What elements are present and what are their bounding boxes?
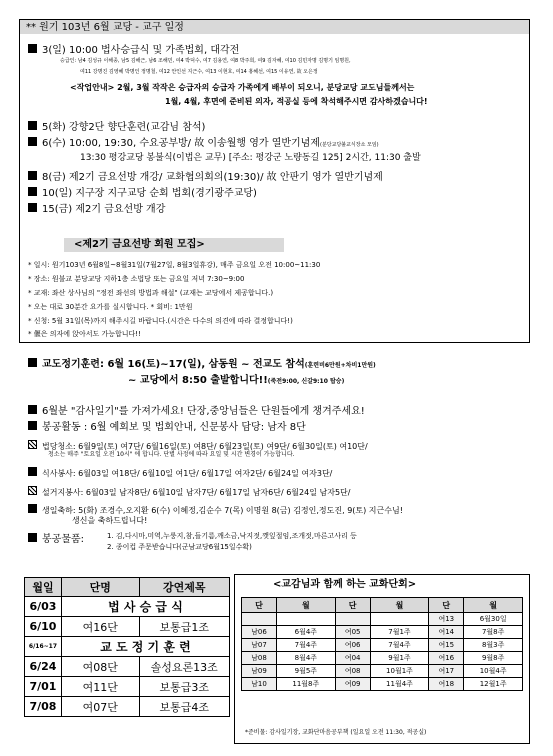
unit-cell: 여16 — [429, 652, 464, 665]
schedule-item-1: 3(일) 10:00 법사승급식 및 가족법회, 대각전 — [28, 44, 239, 56]
unit-cell: 남09 — [242, 665, 277, 678]
sermon-table — [24, 577, 230, 717]
unit-cell: 여04 — [335, 652, 370, 665]
schedule-item-3: 6(수) 10:00, 19:30, 수요공부방/ 故 이송월행 영가 열반기념제(분당교당불교식장소 모임) — [28, 137, 379, 149]
month-cell: 7월4주 — [277, 639, 336, 652]
promo-names-2: 여11 강명진 김영혜 박명인 정명철, 여12 안인선 지근수, 여13 이현호, 여14 홍혜선, 여15 이유연, 故 오은정 — [80, 69, 318, 75]
unit-cell: 여17 — [429, 665, 464, 678]
col-header: 단 — [429, 598, 464, 613]
hatch-icon — [28, 486, 37, 495]
seon-line: * 신청: 5월 31일(목)까지 해주시길 바랍니다.(시간은 다수의 의견에 따라 결정합니다!) — [28, 317, 293, 325]
month-cell: 11월4주 — [370, 678, 429, 691]
month-cell: 12월1주 — [464, 678, 523, 691]
row-date: 6/16~17 — [25, 637, 62, 657]
table-row — [25, 677, 230, 697]
month-cell: 9월1주 — [370, 652, 429, 665]
col-header-date: 월일 — [25, 578, 62, 597]
row-unit: 여08단 — [61, 657, 139, 677]
unit-cell: 여18 — [429, 678, 464, 691]
notice-cleaning-sub: 청소는 매주 "토요일 오전 10시" 에 합니다. 단별 사정에 따라 요일 및 시간 변경이 가능합니다. — [48, 451, 295, 458]
unit-cell: 여05 — [335, 626, 370, 639]
month-cell: 6월4주 — [277, 626, 336, 639]
row-topic: 보통급4조 — [139, 697, 230, 717]
unit-meeting-box — [234, 574, 530, 744]
table-row — [242, 665, 523, 678]
month-cell: 8월3주 — [464, 639, 523, 652]
col-header: 월 — [277, 598, 336, 613]
row-date: 6/03 — [25, 597, 62, 617]
note-a: <작업안내> 2월, 3월 작작은 승급자의 승급자 가족에게 배부이 되오니, 분당교당 교도님들께서는 — [70, 83, 415, 92]
row-date: 6/24 — [25, 657, 62, 677]
notice-dishes: 설거지봉사: 6월03일 남자8단/ 6월10일 남자7단/ 6월17일 남자6단/ 6월24일 남자5단/ — [28, 486, 350, 497]
unit-cell: 남07 — [242, 639, 277, 652]
row-unit: 여16단 — [61, 617, 139, 637]
row-event: 법 사 승 급 식 — [61, 597, 229, 617]
col-header: 단 — [335, 598, 370, 613]
schedule-item-2: 5(화) 강향2단 향단훈련(교감님 참석) — [28, 121, 205, 133]
table-row — [25, 697, 230, 717]
unit-cell: 남10 — [242, 678, 277, 691]
table-row — [242, 613, 523, 626]
schedule-item-4: 8(금) 제2기 금요선방 개강/ 교화협의회의(19:30)/ 故 안판기 영가 열반기념제 — [28, 171, 383, 183]
item6-note: (분당교당불교식장소 모임) — [320, 142, 379, 148]
month-cell: 9월5주 — [277, 665, 336, 678]
training-line-2: ~ 교당에서 8:50 출발합니다!!(죽전9:00, 신갈9:10 탑승) — [128, 375, 345, 386]
seon-line: * 오는 대로 30분간 요가를 실시합니다. * 회비: 1만원 — [28, 303, 193, 311]
unit-cell — [335, 613, 370, 626]
col-header: 월 — [370, 598, 429, 613]
notice-supplies: 봉공물품: — [28, 533, 84, 545]
table-row — [25, 597, 230, 617]
month-cell: 7월8주 — [464, 626, 523, 639]
unit-cell: 여09 — [335, 678, 370, 691]
table-row — [25, 637, 230, 657]
seon-title: <제2기 금요선방 회원 모집> — [74, 239, 205, 250]
month-cell: 9월8주 — [464, 652, 523, 665]
schedule-box — [19, 19, 530, 343]
month-cell: 10월1주 — [370, 665, 429, 678]
notice-supplies-sub: 1. 김,다시마,미역,누룽지,참,들기름,깨소금,낙지젓,깻잎절임,조개젓,마른고사리 등 — [107, 532, 357, 540]
row-topic: 솔성요론13조 — [139, 657, 230, 677]
unit-cell: 여15 — [429, 639, 464, 652]
col-header-unit: 단명 — [61, 578, 139, 597]
row-date: 7/08 — [25, 697, 62, 717]
unit-cell — [242, 613, 277, 626]
item6-sub: 13:30 평강교당 봉불식(이법은 교무) [주소: 평강군 노량동길 125] 2시간, 11:30 출발 — [80, 153, 421, 163]
month-cell — [277, 613, 336, 626]
table-row — [242, 678, 523, 691]
col-header-topic: 강연제목 — [139, 578, 230, 597]
table-row — [242, 639, 523, 652]
notice-meal: 식사봉사: 6월03일 여18단/ 6월10일 여1단/ 6월17일 여자2단/ 6월24일 여자3단/ — [28, 467, 332, 478]
notice-birthday: 생일축하: 5(화) 조경수,오지환 6(수) 이혜정,김순수 7(목) 이명원 8(금) 김정인,정도진, 9(토) 지근수님! — [28, 504, 403, 515]
unit-cell: 여06 — [335, 639, 370, 652]
notice-cleaning: 법당청소: 6월9일(토) 여7단/ 6월16일(토) 여8단/ 6월23일(토) 여9단/ 6월30일(토) 여10단/ — [28, 440, 368, 451]
col-header: 단 — [242, 598, 277, 613]
seon-line: * 偃은 의자에 앉아서도 가능합니다!! — [28, 330, 141, 338]
schedule-title: ** 원기 103년 6월 교당 - 교구 일정 — [26, 22, 184, 33]
table-row — [25, 617, 230, 637]
table-row — [242, 626, 523, 639]
month-cell: 11월8주 — [277, 678, 336, 691]
promo-names-1: 승급인: 남4 김성규 이해종, 남5 김해근, 남6 조해민, 여4 박덕수, 여7 김용연, 여8 박주희, 여9 김자혜, 여10 김민자명 김명기 임명원, — [60, 58, 351, 64]
unit-meeting-title: <교감님과 함께 하는 교화단회> — [273, 579, 417, 590]
row-event: 교 도 정 기 훈 련 — [61, 637, 229, 657]
notice-birthday-sub: 생신을 축하드립니다! — [72, 516, 148, 525]
notice-service: 봉공활동 : 6월 예회보 및 법회안내, 신문봉사 담당: 남자 8단 — [28, 421, 306, 433]
row-date: 7/01 — [25, 677, 62, 697]
table-row — [242, 652, 523, 665]
seon-line: * 일시: 원기103년 6월8일~8월31일(7월27일, 8월3일휴강), 매주 금요일 오전 10:00~11:30 — [28, 261, 321, 269]
row-date: 6/10 — [25, 617, 62, 637]
table-row — [25, 657, 230, 677]
unit-cell: 여13 — [429, 613, 464, 626]
col-header: 월 — [464, 598, 523, 613]
row-topic: 보통급3조 — [139, 677, 230, 697]
row-unit: 여07단 — [61, 697, 139, 717]
month-cell: 8월4주 — [277, 652, 336, 665]
unit-meeting-table — [241, 597, 523, 691]
unit-cell: 남06 — [242, 626, 277, 639]
month-cell: 10월4주 — [464, 665, 523, 678]
unit-cell: 여08 — [335, 665, 370, 678]
note-b: 1월, 4월, 후면에 준비된 의자, 적공실 등에 착석해주시면 감사하겠습니다! — [165, 97, 428, 106]
month-cell: 6월30일 — [464, 613, 523, 626]
month-cell: 7월4주 — [370, 639, 429, 652]
schedule-item-5: 10(일) 지구장 지구교당 순회 법회(경기광주교당) — [28, 187, 257, 199]
notice-gratitude-diary: 6월분 "감사일기"를 가져가세요! 단장,중앙님들은 단원들에게 챙겨주세요! — [28, 405, 365, 417]
notice-supplies-sub2: 2. 종이컵 주문받습니다(군남교당6월15일수확) — [107, 543, 252, 551]
unit-meeting-footnote: *준비물: 감사일기장, 교화단마음공부책 (일요일 오전 11:30, 적공실) — [245, 729, 427, 736]
seon-line: * 장소: 원불교 분당교당 지하1층 소법당 또는 금요일 저녁 7:30~9:00 — [28, 275, 245, 283]
seon-line: * 교재: 좌산 상사님의 "정전 좌선의 방법과 해설" (교재는 교당에서 제공합니다.) — [28, 289, 274, 297]
row-topic: 보통급1조 — [139, 617, 230, 637]
training-line-1: 교도정기훈련: 6월 16(토)~17(일), 삼동원 ~ 전교도 참석(훈련비6만원+차비1만원) — [28, 358, 376, 370]
month-cell: 7월1주 — [370, 626, 429, 639]
schedule-item-6: 15(금) 제2기 금요선방 개강 — [28, 203, 165, 215]
row-unit: 여11단 — [61, 677, 139, 697]
month-cell — [370, 613, 429, 626]
unit-cell: 남08 — [242, 652, 277, 665]
unit-cell: 여14 — [429, 626, 464, 639]
hatch-icon — [28, 440, 37, 449]
